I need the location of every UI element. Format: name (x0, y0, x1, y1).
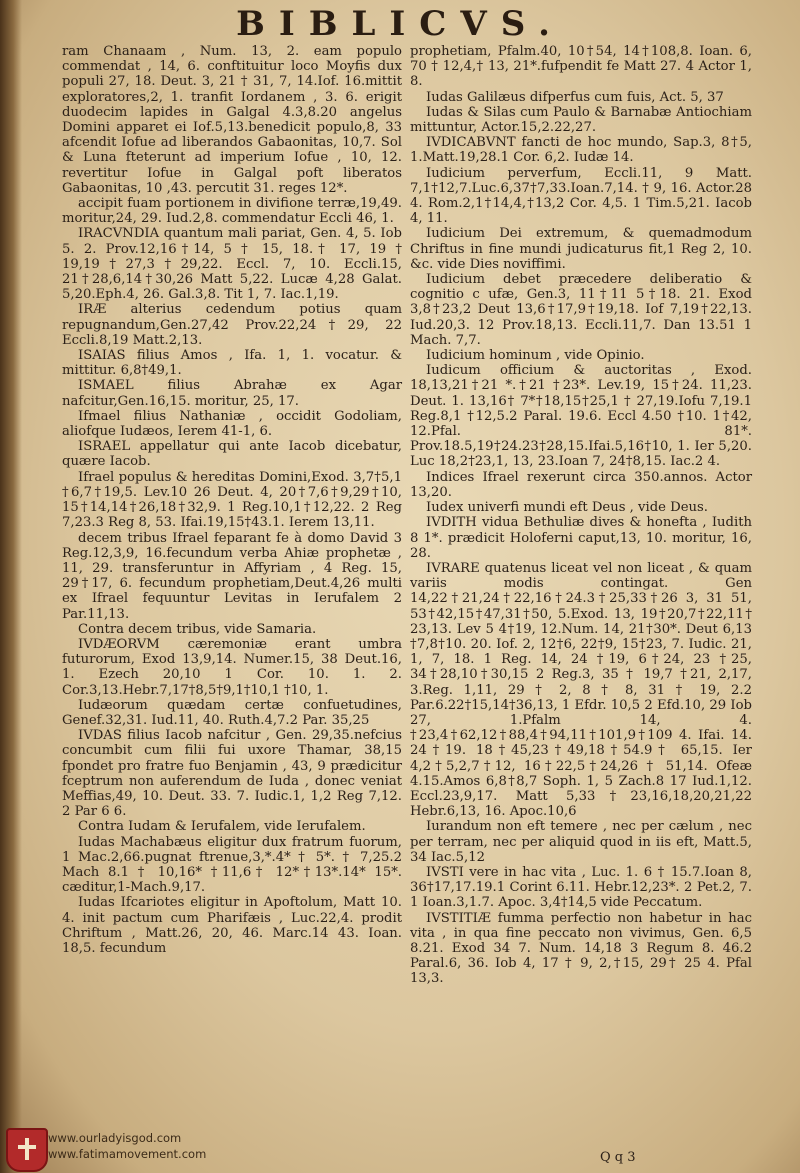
right-column-entry: Iudicium Dei extremum, & quemadmodum Chriftus in fine mundi judicaturus fit,1 Reg 2, 10. &c. vide Dies noviffimi. (410, 226, 752, 272)
catchword: Q q 3 (600, 1150, 636, 1165)
footer-link-fatimamovement[interactable]: www.fatimamovement.com (48, 1147, 207, 1161)
left-column-entry: ISAIAS filius Amos , Ifa. 1, 1. vocatur. & mittitur. 6,8†49,1. (62, 348, 402, 379)
right-column-entry: IVDITH vidua Bethuliæ dives & honefta , Iudith 8 1*. prædicit Holoferni caput,13, 10. moritur, 16, 28. (410, 515, 752, 561)
left-column-entry: Iudas Ifcariotes eligitur in Apoftolum, Matt 10. 4. init pactum cum Pharifæis , Luc.22,4. prodit Chriftum , Matt.26, 20, 46. Marc.14 43. Ioan. 18,5. fecundum (62, 895, 402, 956)
right-column-entry: IVSTI vere in hac vita , Luc. 1. 6 † 15.7.Ioan 8, 36†17,17.19.1 Corint 6.11. Hebr.12,23*. 2 Pet.2, 7. 1 Ioan.3,1.7. Apoc. 3,4†14,5 vide Peccatum. (410, 864, 752, 911)
right-column-entry: Iudicium hominum , vide Opinio. (426, 348, 645, 364)
right-column-entry: Iurandum non eft temere , nec per cælum , nec per terram, nec per aliquid quod in iis eft, Matt.5, 34 Iac.5,12 (410, 819, 752, 865)
left-column-entry: Iudæorum quædam certæ confuetudines, Genef.32,31. Iud.11, 40. Ruth.4,7.2 Par. 35,25 (62, 697, 402, 728)
left-column-entry: IVDÆORVM cæremoniæ erant umbra futurorum, Exod 13,9,14. Numer.15, 38 Deut.16, 1. Ezech 20,10 1 Cor. 10. 1. 2. Cor.3,13.Hebr.7,17†8,5†9,1†10,1 †10, 1. (62, 636, 402, 698)
left-column-entry: IRACVNDIA quantum mali pariat, Gen. 4, 5. Iob 5. 2. Prov.12,16†14, 5 † 15, 18.† 17, 19 † 19,19†27,3†29,22. Eccl. 7, 10. Eccli.15, 21†28,6,14†30,26 Matt 5,22. Lucæ 4,28 Galat. 5,20.Eph.4, 26. Gal.3,8. Tit 1, 7. Iac.1,19. (62, 226, 402, 303)
left-column-entry: IVDAS filius Iacob nafcitur , Gen. 29,35.nefcius concumbit cum filii fui uxore Thamar, 38,15 fpondet pro fratre fuo Benjamin , 43, 9 prædicitur fceptrum non auferendum de Iuda , donec veniat Meffias,49, 10. Deut. 33. 7. Iudic.1, 1,2 Reg 7,12. 2 Par 6 6. (62, 728, 402, 820)
left-column-entry: IRÆ alterius cedendum potius quam repugnandum,Gen.27,42 Prov.22,24†29, 22 Eccli.8,19 Matt.2,13. (62, 302, 402, 348)
right-column-entry: Iudas Galilæus difperfus cum fuis, Act. 5, 37 (426, 89, 724, 105)
left-column-entry: Ifmael filius Nathaniæ , occidit Godoliam, aliofque Iudæos, Ierem 41-1, 6. (62, 408, 402, 440)
right-column-entry: Iudicum officium & auctoritas , Exod. 18,13,21†21 *.†21 †23*. Lev.19, 15†24. 11,23. Deut. 1. 13,16† 7*†18,15†25,1 † 27,19.Iofu 7,19.1 Reg.8,1 †12,5.2 Paral. 19.6. Eccl 4.50 †10. 1†42, 12.Pfal. 81*. Prov.18.5,19†24.23†28,15.Ifai.5,16†10, 1. Ier 5,20. Luc 18,2†23,1, 13, 23.Ioan 7, 24†8,15. Iac.2 4. (410, 363, 752, 470)
right-column-entry: Iudas & Silas cum Paulo & Barnabæ Antiochiam mittuntur, Actor.15,2.22,27. (410, 104, 752, 136)
cross-icon (12, 1134, 42, 1164)
page-header-title: BIBLICVS. (236, 4, 564, 44)
left-column-entry: ram Chanaam , Num. 13, 2. eam populo commendat , 14, 6. conftituitur loco Moyfis dux populi 27, 18. Deut. 3, 21 † 31, 7, 14.Iof. 16.mittit exploratores,2, 1. tranfit Iordanem , 3. 6. erigit duodecim lapides in Galgal 4.3,8.20 angelus Domini apparet ei Iof.5,13.benedicit populo,8, 33 afcendit Iofue ad liberandos Gabaonitas, 10,7. Sol & Luna fteterunt ad imperium Iofue , 10, 12. revertitur Iofue in Galgal poft liberatos Gabaonitas, 10 ,43. percutit 31. reges 12*. (62, 44, 402, 196)
right-column-entry: IVSTITIÆ fumma perfectio non habetur in hac vita , in qua fine peccato non vivimus, Gen. 6,5 8.21. Exod 34 7. Num. 14,18 3 Regum 8. 46.2 Paral.6, 36. Iob 4, 17 † 9, 2,†15, 29† 25 4. Pfal 13,3. (410, 910, 752, 987)
right-column-entry: Iudex univerfi mundi eft Deus , vide Deus. (426, 500, 708, 516)
left-column-entry: decem tribus Ifrael feparant fe à domo David 3 Reg.12,3,9, 16.fecundum verba Ahiæ prophetæ , 11, 29. transferuntur in Affyriam , 4 Reg. 15, 29†17, 6. fecundum prophetiam,Deut.4,26 multi ex Ifrael fequuntur Levitas in Ierufalem 2 Par.11,13. (62, 530, 402, 622)
left-column-entry: Ifrael populus & hereditas Domini,Exod. 3,7†5,1 †6,7†19,5. Lev.10 26 Deut. 4, 20†7,6†9,29†10, 15†14,14†26,18†32,9. 1 Reg.10,1†12,22. 2 Reg 7,23.3 Reg 8, 53. Ifai.19,15†43.1. Ierem 13,11. (62, 469, 402, 531)
fatima-logo-icon (6, 1128, 48, 1172)
right-column-entry: prophetiam, Pfalm.40, 10†54, 14†108,8. Ioan. 6, 70 † 12,4,† 13, 21*.fufpendit fe Matt 27. 4 Actor 1, 8. (410, 44, 752, 90)
left-column-entry: accipit fuam portionem in divifione terræ,19,49. moritur,24, 29. Iud.2,8. commendatur Eccli 46, 1. (62, 196, 402, 227)
right-column (410, 44, 752, 987)
page-binding-edge (0, 0, 22, 1173)
left-column-entry: ISMAEL filius Abrahæ ex Agar nafcitur,Gen.16,15. moritur, 25, 17. (62, 378, 402, 409)
left-column (62, 44, 402, 956)
right-column-entry: IVRARE quatenus liceat vel non liceat , & quam variis modis contingat. Gen 14,22†21,24†22,16†24.3†25,33†26 3, 31 51, 53†42,15†47,31†50, 5.Exod. 13, 19†20,7†22,11† 23,13. Lev 5 4†19, 12.Num. 14, 21†30*. Deut 6,13 †7,8†10. 20. Iof. 2, 12†6, 22†9, 15†23, 7. Iudic. 21, 1, 7, 18. 1 Reg. 14, 24 †19, 6†24, 23 †25, 34†28,10†30,15 2 Reg.3, 35 † 19,7 †21, 2,17, 3.Reg. 1,11, 29 † 2, 8 † 8, 31 † 19, 2.2 Par.6.22†15,14†36,13, 1 Efdr. 10,5 2 Efd.10, 29 Iob 27, 1.Pfalm 14, 4. †23,4†62,12†88,4†94,11†101,9†109 4. Ifai. 14. 24†19. 18†45,23†49,18†54.9† 65,15. Ier 4,2†5,2,7†12, 16†22,5†24,26 † 51,14. Ofeæ 4.15.Amos 6,8†8,7 Soph. 1, 5 Zach.8 17 Iud.1,12. Eccl.23,9,17. Matt 5,33†23,16,18,20,21,22 Hebr.6,13, 16. Apoc.10,6 (410, 560, 752, 820)
right-column-entry: IVDICABVNT fancti de hoc mundo, Sap.3, 8†5, 1.Matt.19,28.1 Cor. 6,2. Iudæ 14. (410, 135, 752, 166)
left-column-entry: ISRAEL appellatur qui ante Iacob dicebatur, quære Iacob. (62, 439, 402, 470)
left-column-entry: Iudas Machabæus eligitur dux fratrum fuorum, 1 Mac.2,66.pugnat ftrenue,3,*.4* † 5*. † 7,25.2 Mach 8.1 † 10,16* †11,6† 12*†13*.14* 15*. cæditur,1-Mach.9,17. (62, 834, 402, 896)
left-column-entry: Contra decem tribus, vide Samaria. (78, 621, 317, 637)
left-column-entry: Contra Iudam & Ierufalem, vide Ierufalem. (78, 819, 366, 835)
right-column-entry: Iudicium perverfum, Eccli.11, 9 Matt. 7,1†12,7.Luc.6,37†7,33.Ioan.7,14. † 9, 16. Actor.28 4. Rom.2,1†14,4,†13,2 Cor. 4,5. 1 Tim.5,21. Iacob 4, 11. (410, 165, 752, 227)
right-column-entry: Iudicium debet præcedere deliberatio & cognitio c ufæ, Gen.3, 11†11 5†18. 21. Exod 3,8†23,2 Deut 13,6†17,9†19,18. Iof 7,19†22,13. Iud.20,3. 12 Prov.18,13. Eccli.11,7. Dan 13.51 1 Mach. 7,7. (410, 272, 752, 348)
footer-link-ourladyisgod[interactable]: www.ourladyisgod.com (48, 1131, 182, 1145)
right-column-entry: Indices Ifrael rexerunt circa 350.annos. Actor 13,20. (410, 469, 752, 500)
footer-links (48, 1130, 206, 1162)
